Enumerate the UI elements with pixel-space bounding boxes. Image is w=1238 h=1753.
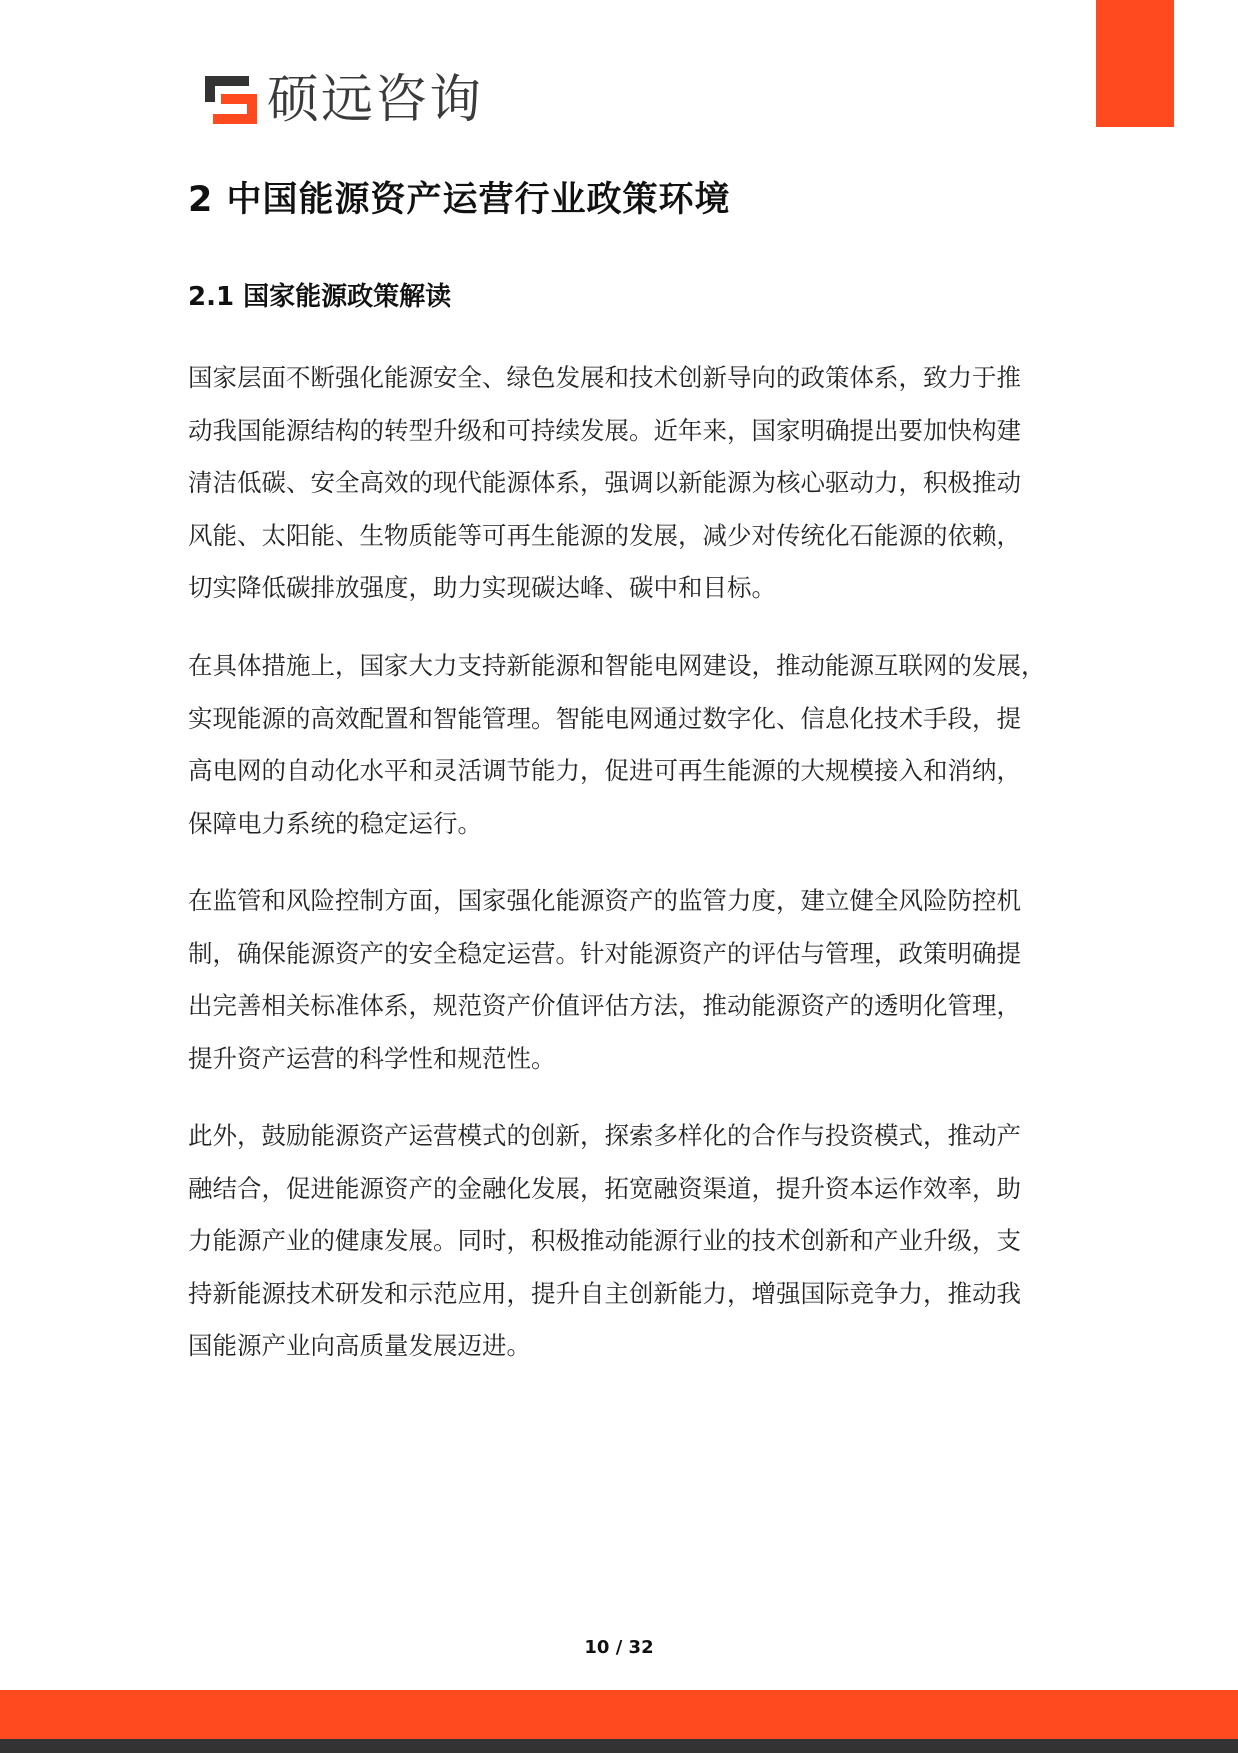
paragraph-1 [188,352,1021,615]
text-line: 持新能源技术研发和示范应用，提升自主创新能力，增强国际竞争力，推动我 [188,1278,1021,1308]
footer-accent-band [0,1690,1238,1739]
text-line: 高电网的自动化水平和灵活调节能力，促进可再生能源的大规模接入和消纳， [188,756,1021,785]
text-line: 在监管和风险控制方面，国家强化能源资产的监管力度，建立健全风险防控机 [188,886,1021,915]
text-line: 出完善相关标准体系，规范资产价值评估方法，推动能源资产的透明化管理， [188,991,1021,1020]
text-line: 制，确保能源资产的安全稳定运营。针对能源资产的评估与管理，政策明确提 [188,938,1021,968]
text-line: 切实降低碳排放强度，助力实现碳达峰、碳中和目标。 [188,573,776,602]
footer-dark-strip [0,1739,1238,1753]
text-line: 融结合，促进能源资产的金融化发展，拓宽融资渠道，提升资本运作效率，助 [188,1173,1021,1203]
text-line: 保障电力系统的稳定运行。 [188,808,482,838]
text-line: 国家层面不断强化能源安全、绿色发展和技术创新导向的政策体系，致力于推 [188,363,1021,392]
paragraph-4 [188,1110,1021,1373]
text-line: 风能、太阳能、生物质能等可再生能源的发展，减少对传统化石能源的依赖， [188,520,1021,550]
text-line: 国能源产业向高质量发展迈进。 [188,1331,531,1360]
text-line: 此外，鼓励能源资产运营模式的创新，探索多样化的合作与投资模式，推动产 [188,1121,1021,1150]
text-line: 在具体措施上，国家大力支持新能源和智能电网建设，推动能源互联网的发展， [188,651,1046,680]
text-line: 力能源产业的健康发展。同时，积极推动能源行业的技术创新和产业升级，支 [188,1226,1021,1255]
logo-text: 硕远咨询 [267,70,484,130]
paragraph-2 [188,640,1046,850]
paragraph-3 [188,875,1021,1085]
page-number: 10 / 32 [584,1637,654,1658]
text-line: 动我国能源结构的转型升级和可持续发展。近年来，国家明确提出要加快构建 [188,415,1021,445]
text-line: 清洁低碳、安全高效的现代能源体系，强调以新能源为核心驱动力，积极推动 [188,468,1021,497]
corner-accent-bar [1096,0,1174,127]
section-heading: 2 中国能源资产运营行业政策环境 [188,180,731,220]
subsection-heading: 2.1 国家能源政策解读 [188,282,452,312]
text-line: 提升资产运营的科学性和规范性。 [188,1043,556,1073]
company-logo [201,70,483,130]
brand-s-icon [201,72,261,128]
text-line: 实现能源的高效配置和智能管理。智能电网通过数字化、信息化技术手段，提 [188,703,1021,733]
